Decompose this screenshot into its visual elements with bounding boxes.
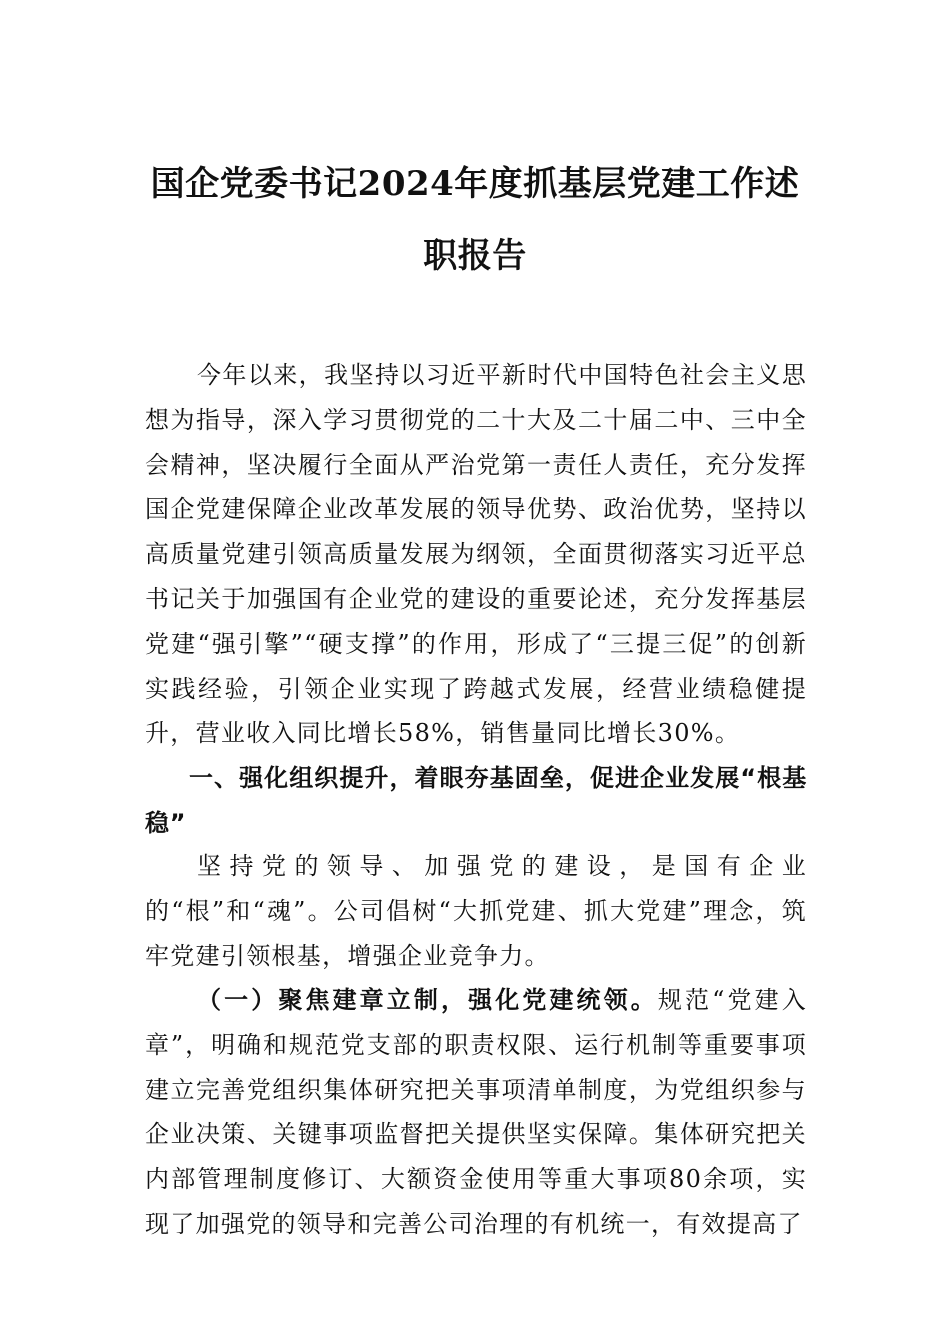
section-1-paragraph: 坚持党的领导、加强党的建设，是国有企业的“根”和“魂”。公司倡树“大抓党建、抓大党建”理念，筑牢党建引领根基，增强企业竞争力。 [145, 852, 807, 970]
subsection-1-paragraph [145, 978, 807, 1247]
section-1-heading: 一、强化组织提升，着眼夯基固垒，促进企业发展“根基稳” [145, 764, 807, 837]
document-title: 国企党委书记2024年度抓基层党建工作述职报告 [150, 164, 800, 276]
intro-paragraph: 今年以来，我坚持以习近平新时代中国特色社会主义思想为指导，深入学习贯彻党的二十大及二十届二中、三中全会精神，坚决履行全面从严治党第一责任人责任，充分发挥国企党建保障企业改革发展的领导优势、政治优势，坚持以高质量党建引领高质量发展为纲领，全面贯彻落实习近平总书记关于加强国有企业党的建设的重要论述，充分发挥基层党建“强引擎”“硬支撑”的作用，形成了“三提三促”的创新实践经验，引领企业实现了跨越式发展，经营业绩稳健提升，营业收入同比增长58%，销售量同比增长30%。 [145, 361, 807, 748]
subsection-1-heading: （一）聚焦建章立制，强化党建统领。 [197, 985, 658, 1014]
subsection-1-body: 规范“党建入章”，明确和规范党支部的职责权限、运行机制等重要事项建立完善党组织集体研究把关事项清单制度，为党组织参与企业决策、关键事项监督把关提供坚实保障。集体研究把关内部管理制度修订、大额资金使用等重大事项80余项，实现了加强党的领导和完善公司治理的有机统一，有效提高了 [145, 986, 807, 1238]
